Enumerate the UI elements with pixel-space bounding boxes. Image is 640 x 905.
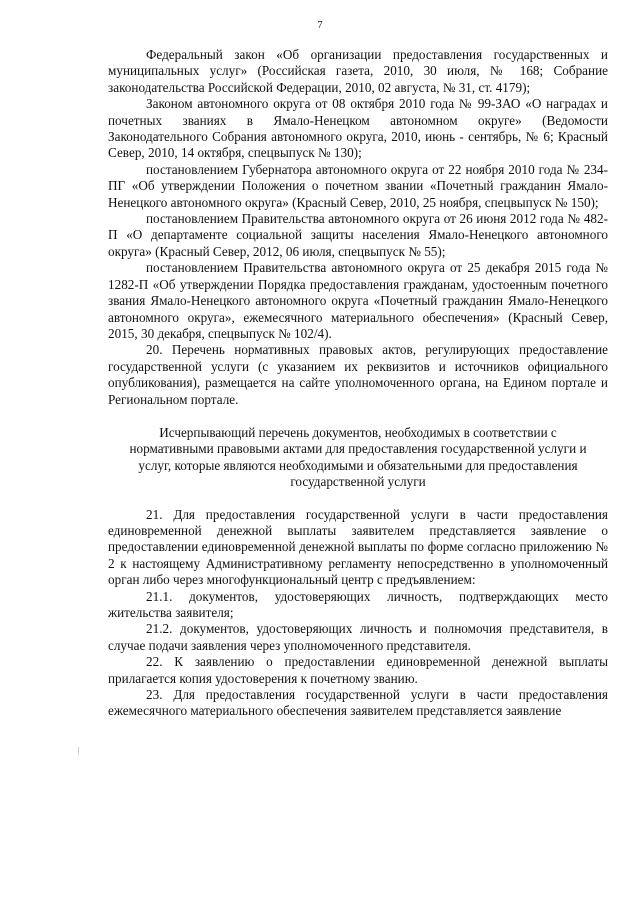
scan-artifact xyxy=(78,747,79,755)
spacer xyxy=(108,408,608,425)
paragraph-okrug-law: Законом автономного округа от 08 октября 2010 года № 99-ЗАО «О наградах и почетных званиях в Ямало-Ненецком автономном округе» (Ведомости Законодательного Собрания автономного округа, 2010, июнь - сентябрь, № 6; Красный Север, 2010, 14 октября, спецвыпуск № 130); xyxy=(108,96,608,161)
document-body xyxy=(108,47,608,720)
paragraph-item-21-2: 21.2. документов, удостоверяющих личность и полномочия представителя, в случае подачи заявления через уполномоченного представителя. xyxy=(108,621,608,653)
section-heading: Исчерпывающий перечень документов, необходимых в соответствии с нормативными правовыми актами для предоставления государственной услуги и услуг, которые являются необходимыми и обязательными для предоставления государственной услуги xyxy=(129,424,587,490)
paragraph-item-23: 23. Для предоставления государственной услуги в части предоставления ежемесячного материального обеспечения заявителем представляется заявление xyxy=(108,687,608,719)
spacer xyxy=(108,491,608,507)
paragraph-governor-resolution: постановлением Губернатора автономного округа от 22 ноября 2010 года № 234-ПГ «Об утверждении Положения о почетном звании «Почетный гражданин Ямало-Ненецкого автономного округа» (Красный Север, 2010, 25 ноября, спецвыпуск № 150); xyxy=(108,161,608,210)
paragraph-item-22: 22. К заявлению о предоставлении единовременной денежной выплаты прилагается копия удостоверения к почетному званию. xyxy=(108,654,608,686)
page-number: 7 xyxy=(317,20,323,31)
paragraph-federal-law: Федеральный закон «Об организации предоставления государственных и муниципальных услуг» (Российская газета, 2010, 30 июля, № 168; Собрание законодательства Российской Федерации, 2010, 02 августа, № 31, ст. 4179); xyxy=(108,47,608,95)
paragraph-government-resolution-2015: постановлением Правительства автономного округа от 25 декабря 2015 года № 1282-П «Об утверждении Порядка предоставления гражданам, удостоенным почетного звания Ямало-Ненецкого автономного округа «Почетный гражданин Ямало-Ненецкого автономного округа», ежемесячного материального обеспечения» (Красный Север, 2015, 30 декабря, спецвыпуск № 102/4). xyxy=(108,260,608,341)
paragraph-item-21: 21. Для предоставления государственной услуги в части предоставления единовременной денежной выплаты заявителем представляется заявление о предоставлении единовременной денежной выплаты по форме согласно приложению № 2 к настоящему Административному регламенту непосредственно в уполномоченный орган либо через многофункциональный центр с предъявлением: xyxy=(108,506,608,588)
paragraph-item-21-1: 21.1. документов, удостоверяющих личность, подтверждающих место жительства заявителя; xyxy=(108,588,608,620)
paragraph-item-20: 20. Перечень нормативных правовых актов, регулирующих предоставление государственной услуги (с указанием их реквизитов и источников официального опубликования), размещается на сайте уполномоченного органа, на Едином портале и Региональном портале. xyxy=(108,342,608,407)
paragraph-government-resolution-2012: постановлением Правительства автономного округа от 26 июня 2012 года № 482-П «О департаменте социальной защиты населения Ямало-Ненецкого автономного округа» (Красный Север, 2012, 06 июля, спецвыпуск № 55); xyxy=(108,211,608,259)
